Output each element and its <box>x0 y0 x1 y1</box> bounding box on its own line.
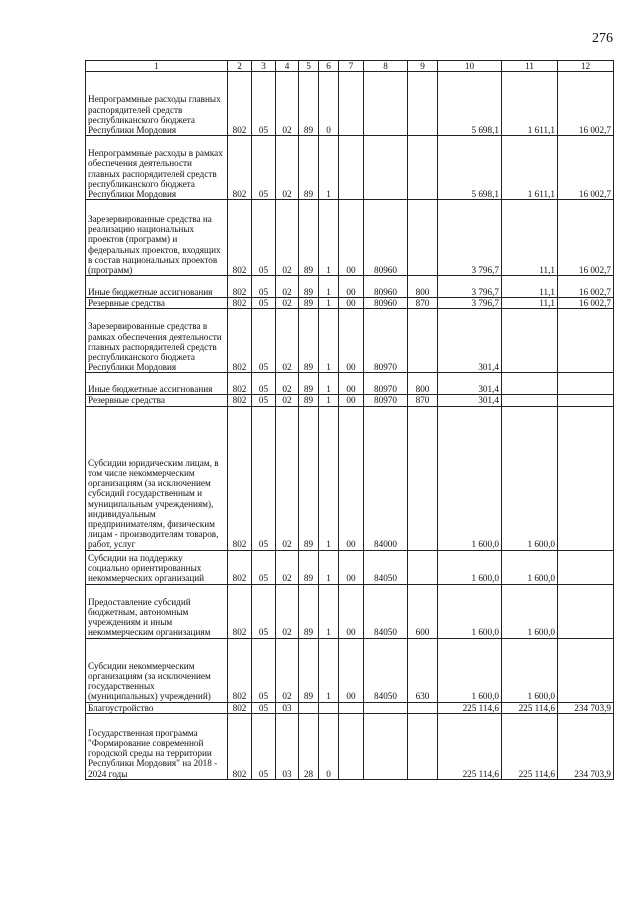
code-cell: 802 <box>228 638 252 702</box>
code-cell: 00 <box>339 309 364 373</box>
code-cell: 89 <box>299 298 319 309</box>
amount-cell: 225 114,6 <box>502 713 558 779</box>
code-cell <box>339 72 364 136</box>
code-cell: 05 <box>252 406 276 550</box>
amount-cell <box>558 395 614 406</box>
table-row <box>86 309 614 373</box>
row-name: Государственная программа "Формирование современной городской среды на территории Республики Мордовия" на 2018 - 2024 годы <box>86 713 228 779</box>
code-cell: 89 <box>299 584 319 638</box>
amount-cell: 301,4 <box>438 373 502 395</box>
budget-table <box>85 60 614 780</box>
code-cell: 0 <box>319 72 339 136</box>
code-cell: 802 <box>228 713 252 779</box>
code-cell: 89 <box>299 373 319 395</box>
code-cell: 802 <box>228 200 252 276</box>
code-cell <box>364 713 408 779</box>
row-name: Благоустройство <box>86 702 228 713</box>
code-cell: 84050 <box>364 638 408 702</box>
row-name: Зарезервированные средства в рамках обеспечения деятельности главных распорядителей средств республиканского бюджета Республики Мордовия <box>86 309 228 373</box>
code-cell: 1 <box>319 406 339 550</box>
code-cell: 802 <box>228 702 252 713</box>
code-cell: 80960 <box>364 276 408 298</box>
amount-cell: 301,4 <box>438 395 502 406</box>
code-cell <box>299 702 319 713</box>
amount-cell <box>502 373 558 395</box>
amount-cell <box>558 309 614 373</box>
page-number: 276 <box>592 31 613 46</box>
table-row <box>86 276 614 298</box>
column-header: 11 <box>502 61 558 72</box>
amount-cell: 16 002,7 <box>558 298 614 309</box>
code-cell <box>339 136 364 200</box>
amount-cell: 5 698,1 <box>438 72 502 136</box>
column-header: 12 <box>558 61 614 72</box>
code-cell: 802 <box>228 298 252 309</box>
code-cell: 05 <box>252 276 276 298</box>
code-cell <box>364 702 408 713</box>
table-row <box>86 713 614 779</box>
code-cell: 00 <box>339 200 364 276</box>
table-row <box>86 550 614 584</box>
code-cell: 03 <box>276 713 299 779</box>
code-cell: 1 <box>319 373 339 395</box>
code-cell: 05 <box>252 584 276 638</box>
code-cell <box>408 702 438 713</box>
amount-cell: 1 600,0 <box>438 406 502 550</box>
code-cell: 1 <box>319 395 339 406</box>
code-cell: 802 <box>228 395 252 406</box>
code-cell: 89 <box>299 638 319 702</box>
code-cell: 802 <box>228 276 252 298</box>
row-name: Непрограммные расходы в рамках обеспечения деятельности главных распорядителей средств республиканского бюджета Республики Мордовия <box>86 136 228 200</box>
code-cell: 05 <box>252 638 276 702</box>
table-row <box>86 136 614 200</box>
code-cell: 84000 <box>364 406 408 550</box>
amount-cell: 5 698,1 <box>438 136 502 200</box>
code-cell: 05 <box>252 309 276 373</box>
code-cell: 00 <box>339 395 364 406</box>
row-name: Субсидии некоммерческим организациям (за исключением государственных (муниципальных) учреждений) <box>86 638 228 702</box>
code-cell: 80960 <box>364 200 408 276</box>
code-cell: 802 <box>228 406 252 550</box>
amount-cell: 11,1 <box>502 276 558 298</box>
row-name: Предоставление субсидий бюджетным, автономным учреждениям и иным некоммерческим организациям <box>86 584 228 638</box>
code-cell <box>339 702 364 713</box>
code-cell: 1 <box>319 276 339 298</box>
row-name: Иные бюджетные ассигнования <box>86 373 228 395</box>
amount-cell: 1 600,0 <box>502 584 558 638</box>
code-cell: 02 <box>276 584 299 638</box>
code-cell <box>364 136 408 200</box>
amount-cell: 225 114,6 <box>438 702 502 713</box>
code-cell: 1 <box>319 584 339 638</box>
code-cell: 80970 <box>364 373 408 395</box>
code-cell: 02 <box>276 550 299 584</box>
column-header: 3 <box>252 61 276 72</box>
amount-cell: 234 703,9 <box>558 713 614 779</box>
amount-cell: 1 600,0 <box>438 638 502 702</box>
code-cell: 802 <box>228 136 252 200</box>
code-cell: 802 <box>228 309 252 373</box>
amount-cell: 11,1 <box>502 200 558 276</box>
amount-cell: 301,4 <box>438 309 502 373</box>
amount-cell: 1 600,0 <box>502 638 558 702</box>
row-name: Субсидии юридическим лицам, в том числе некоммерческим организациям (за исключением субсидий государственным и муниципальным учреждениям), индивидуальным предпринимателям, физическим лицам - производителям товаров, работ, услуг <box>86 406 228 550</box>
code-cell <box>408 200 438 276</box>
column-header: 8 <box>364 61 408 72</box>
code-cell: 02 <box>276 373 299 395</box>
amount-cell: 3 796,7 <box>438 200 502 276</box>
row-name: Резервные средства <box>86 298 228 309</box>
amount-cell: 1 600,0 <box>502 550 558 584</box>
code-cell: 00 <box>339 276 364 298</box>
code-cell: 870 <box>408 298 438 309</box>
code-cell: 80970 <box>364 395 408 406</box>
code-cell: 02 <box>276 395 299 406</box>
column-header: 10 <box>438 61 502 72</box>
code-cell: 00 <box>339 550 364 584</box>
code-cell: 1 <box>319 638 339 702</box>
amount-cell <box>558 550 614 584</box>
code-cell: 05 <box>252 72 276 136</box>
code-cell: 89 <box>299 136 319 200</box>
column-header: 7 <box>339 61 364 72</box>
code-cell: 89 <box>299 72 319 136</box>
column-header: 5 <box>299 61 319 72</box>
amount-cell: 1 600,0 <box>502 406 558 550</box>
table-row <box>86 200 614 276</box>
amount-cell: 234 703,9 <box>558 702 614 713</box>
column-header: 1 <box>86 61 228 72</box>
table-row <box>86 702 614 713</box>
row-name: Иные бюджетные ассигнования <box>86 276 228 298</box>
code-cell: 00 <box>339 638 364 702</box>
code-cell: 630 <box>408 638 438 702</box>
amount-cell: 1 611,1 <box>502 136 558 200</box>
code-cell <box>408 406 438 550</box>
code-cell: 02 <box>276 136 299 200</box>
code-cell: 89 <box>299 200 319 276</box>
table-row <box>86 638 614 702</box>
code-cell: 02 <box>276 72 299 136</box>
code-cell: 89 <box>299 550 319 584</box>
column-header: 9 <box>408 61 438 72</box>
code-cell: 84050 <box>364 584 408 638</box>
code-cell: 05 <box>252 200 276 276</box>
code-cell: 802 <box>228 550 252 584</box>
row-name: Субсидии на поддержку социально ориентированных некоммерческих организаций <box>86 550 228 584</box>
code-cell: 02 <box>276 406 299 550</box>
code-cell: 05 <box>252 298 276 309</box>
code-cell <box>319 702 339 713</box>
table-row <box>86 584 614 638</box>
code-cell: 02 <box>276 298 299 309</box>
code-cell: 1 <box>319 550 339 584</box>
amount-cell: 1 600,0 <box>438 584 502 638</box>
table-row <box>86 373 614 395</box>
code-cell: 802 <box>228 584 252 638</box>
row-name: Зарезервированные средства на реализацию национальных проектов (программ) и федеральных проектов, входящих в состав национальных проектов (программ) <box>86 200 228 276</box>
code-cell: 802 <box>228 72 252 136</box>
amount-cell <box>558 638 614 702</box>
amount-cell <box>502 309 558 373</box>
code-cell: 02 <box>276 200 299 276</box>
amount-cell <box>558 406 614 550</box>
code-cell: 870 <box>408 395 438 406</box>
table-row <box>86 298 614 309</box>
code-cell <box>408 72 438 136</box>
amount-cell: 3 796,7 <box>438 298 502 309</box>
amount-cell: 225 114,6 <box>502 702 558 713</box>
code-cell: 00 <box>339 298 364 309</box>
amount-cell: 16 002,7 <box>558 136 614 200</box>
code-cell: 800 <box>408 373 438 395</box>
code-cell: 80970 <box>364 309 408 373</box>
code-cell: 802 <box>228 373 252 395</box>
amount-cell: 1 600,0 <box>438 550 502 584</box>
amount-cell <box>502 395 558 406</box>
row-name: Непрограммные расходы главных распорядителей средств республиканского бюджета Республики Мордовия <box>86 72 228 136</box>
code-cell: 89 <box>299 276 319 298</box>
amount-cell <box>558 584 614 638</box>
code-cell: 80960 <box>364 298 408 309</box>
code-cell: 05 <box>252 136 276 200</box>
code-cell: 05 <box>252 713 276 779</box>
column-header: 2 <box>228 61 252 72</box>
code-cell: 05 <box>252 395 276 406</box>
amount-cell <box>558 373 614 395</box>
code-cell: 1 <box>319 136 339 200</box>
code-cell: 02 <box>276 309 299 373</box>
code-cell: 1 <box>319 309 339 373</box>
code-cell <box>408 136 438 200</box>
code-cell: 1 <box>319 200 339 276</box>
code-cell: 89 <box>299 309 319 373</box>
code-cell: 89 <box>299 406 319 550</box>
amount-cell: 16 002,7 <box>558 276 614 298</box>
code-cell <box>339 713 364 779</box>
column-header: 6 <box>319 61 339 72</box>
code-cell: 84050 <box>364 550 408 584</box>
code-cell <box>364 72 408 136</box>
code-cell: 05 <box>252 702 276 713</box>
code-cell: 05 <box>252 550 276 584</box>
row-name: Резервные средства <box>86 395 228 406</box>
code-cell: 28 <box>299 713 319 779</box>
amount-cell: 16 002,7 <box>558 200 614 276</box>
code-cell: 03 <box>276 702 299 713</box>
amount-cell: 3 796,7 <box>438 276 502 298</box>
code-cell: 00 <box>339 406 364 550</box>
amount-cell: 225 114,6 <box>438 713 502 779</box>
code-cell: 00 <box>339 584 364 638</box>
code-cell <box>408 309 438 373</box>
code-cell <box>408 713 438 779</box>
amount-cell: 16 002,7 <box>558 72 614 136</box>
code-cell: 05 <box>252 373 276 395</box>
amount-cell: 1 611,1 <box>502 72 558 136</box>
amount-cell: 11,1 <box>502 298 558 309</box>
table-row <box>86 72 614 136</box>
code-cell: 00 <box>339 373 364 395</box>
code-cell <box>408 550 438 584</box>
code-cell: 800 <box>408 276 438 298</box>
code-cell: 02 <box>276 638 299 702</box>
code-cell: 600 <box>408 584 438 638</box>
code-cell: 1 <box>319 298 339 309</box>
column-header: 4 <box>276 61 299 72</box>
header-row <box>86 61 614 72</box>
code-cell: 0 <box>319 713 339 779</box>
table-row <box>86 406 614 550</box>
table-row <box>86 395 614 406</box>
code-cell: 02 <box>276 276 299 298</box>
code-cell: 89 <box>299 395 319 406</box>
